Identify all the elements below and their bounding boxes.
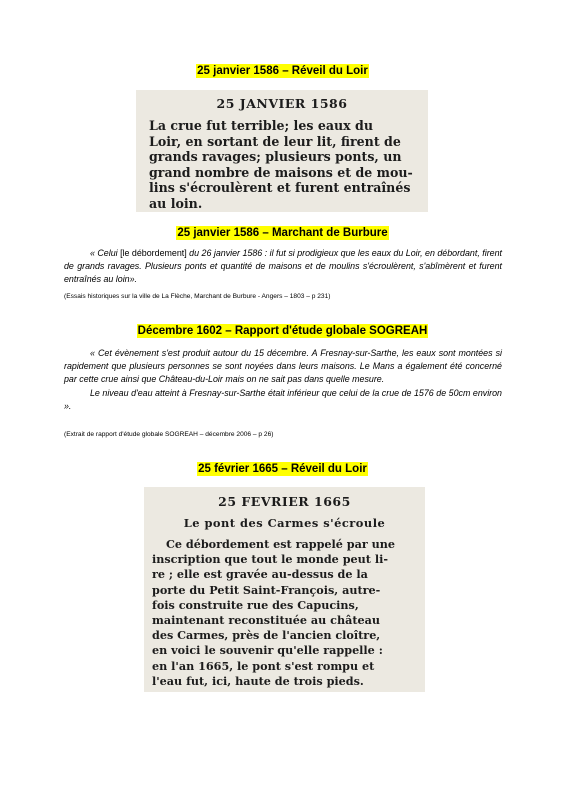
- clipping-line: l'eau fut, ici, haute de trois pieds.: [152, 673, 364, 688]
- clipping-line: porte du Petit Saint-François, autre-: [152, 582, 381, 597]
- section-heading-1586-burbure: [0, 223, 565, 241]
- clipping-line: grands ravages; plusieurs ponts, un: [149, 149, 402, 164]
- quote-text: du 26 janvier 1586 : il fut si prodigieux que les eaux du Loir, en débordant, firent de grands ravages. Plusieurs ponts et quantité de maisons et de moulins s'écroulèrent, s'abîmèrent et furent entraînés au loin».: [64, 248, 502, 285]
- heading-text: 25 février 1665 – Réveil du Loir: [198, 463, 367, 475]
- clipping-line: en voici le souvenir qu'elle rappelle :: [152, 643, 383, 658]
- clipping-line: La crue fut terrible; les eaux du: [149, 118, 374, 133]
- clipping-line: des Carmes, près de l'ancien cloître,: [152, 628, 381, 643]
- newspaper-clipping-1586: [136, 90, 428, 212]
- clipping-title: 25 FEVRIER 1665: [218, 494, 351, 509]
- quote-paragraph: Le niveau d'eau atteint à Fresnay-sur-Sarthe était inférieur que celui de la crue de 1576 de 50cm environ ».: [64, 387, 502, 411]
- clipping-line: re ; elle est gravée au-dessus de la: [152, 567, 368, 582]
- clipping-line: lins s'écroulèrent et furent entraînés: [149, 180, 411, 195]
- clipping-line: fois construite rue des Capucins,: [152, 597, 359, 612]
- clipping-line: inscription que tout le monde peut li-: [152, 552, 388, 567]
- section-heading-1602-sogreah: [0, 321, 565, 339]
- source-citation: (Essais historiques sur la ville de La Flèche, Marchant de Burbure - Angers – 1803 – p 231): [64, 293, 331, 300]
- clipping-line: maintenant reconstituée au château: [152, 613, 381, 628]
- quote-bracket: [le débordement]: [120, 248, 187, 258]
- quote-open: « Celui: [90, 248, 121, 258]
- clipping-line: Ce débordement est rappelé par une: [166, 537, 396, 551]
- clipping-subtitle: Le pont des Carmes s'écroule: [183, 516, 386, 530]
- clipping-line: grand nombre de maisons et de mou-: [149, 164, 413, 180]
- clipping-line: en l'an 1665, le pont s'est rompu et: [152, 658, 375, 673]
- heading-text: 25 janvier 1586 – Réveil du Loir: [197, 65, 368, 77]
- clipping-line: au loin.: [149, 195, 203, 211]
- source-citation: (Extrait de rapport d'étude globale SOGREAH – décembre 2006 – p 26): [64, 431, 274, 438]
- heading-text: Décembre 1602 – Rapport d'étude globale SOGREAH: [137, 325, 428, 337]
- section-heading-1586-reveil: [0, 61, 565, 79]
- quote-sogreah: [64, 347, 502, 413]
- newspaper-clipping-1665: [144, 487, 425, 692]
- quote-paragraph: « Cet évènement s'est produit autour du 15 décembre. A Fresnay-sur-Sarthe, les eaux sont montées si rapidement que plusieurs personnes se sont noyées dans leurs maisons. Le Mans a également été concerné par cette crue ainsi que Château-du-Loir mais on ne sait pas dans quelle mesure.: [64, 348, 502, 385]
- clipping-line: Loir, en sortant de leur lit, firent de: [149, 133, 401, 149]
- clipping-title: 25 JANVIER 1586: [216, 96, 348, 111]
- quote-burbure: [64, 247, 502, 287]
- section-heading-1665-reveil: [0, 459, 565, 477]
- heading-text: 25 janvier 1586 – Marchant de Burbure: [177, 227, 388, 239]
